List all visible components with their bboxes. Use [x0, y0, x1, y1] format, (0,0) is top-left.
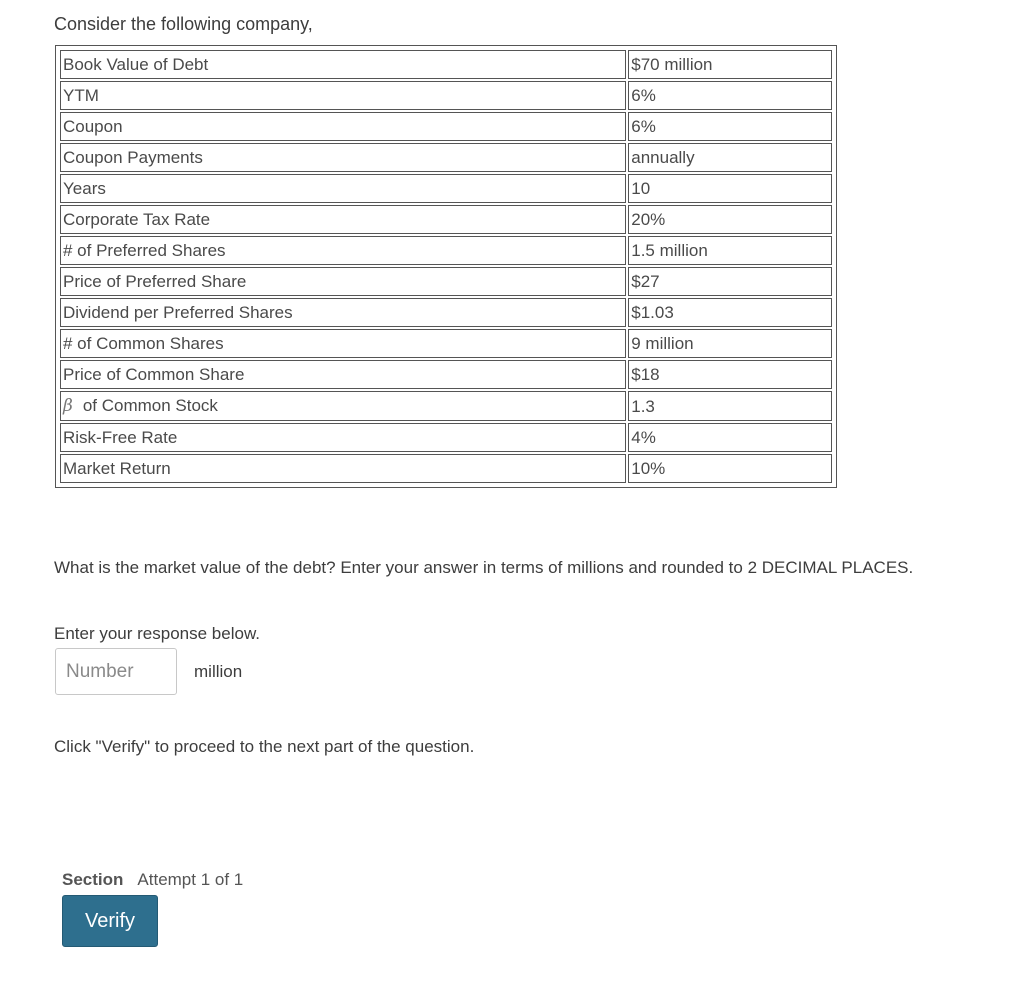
- row-label: Years: [60, 174, 626, 203]
- row-label: Price of Common Share: [60, 360, 626, 389]
- table-row: [60, 329, 832, 358]
- company-data-table: [55, 45, 837, 488]
- row-label: # of Preferred Shares: [60, 236, 626, 265]
- row-label-text: of Common Stock: [82, 396, 218, 415]
- row-value: $1.03: [628, 298, 832, 327]
- verify-instruction: Click "Verify" to proceed to the next part of the question.: [54, 737, 475, 756]
- table-row: [60, 267, 832, 296]
- row-value: $18: [628, 360, 832, 389]
- row-value: $27: [628, 267, 832, 296]
- table-row: [60, 174, 832, 203]
- table-row: [60, 454, 832, 483]
- table-row: [60, 298, 832, 327]
- section-attempt-info: [62, 870, 243, 890]
- response-prompt: Enter your response below.: [54, 624, 261, 643]
- row-value: 10: [628, 174, 832, 203]
- row-label: # of Common Shares: [60, 329, 626, 358]
- row-label: Market Return: [60, 454, 626, 483]
- row-value: 6%: [628, 81, 832, 110]
- row-value: $70 million: [628, 50, 832, 79]
- section-label: Section: [62, 870, 124, 889]
- table-row: [60, 236, 832, 265]
- row-value: 20%: [628, 205, 832, 234]
- row-value: 4%: [628, 423, 832, 452]
- table-row: [60, 50, 832, 79]
- row-label: Coupon: [60, 112, 626, 141]
- table-row: [60, 81, 832, 110]
- question-text: What is the market value of the debt? Enter your answer in terms of millions and rounded to 2 DECIMAL PLACES.: [54, 558, 914, 577]
- row-value: 1.3: [628, 391, 832, 421]
- answer-input[interactable]: [55, 648, 177, 695]
- row-value: annually: [628, 143, 832, 172]
- table-row: [60, 205, 832, 234]
- row-label: Price of Preferred Share: [60, 267, 626, 296]
- attempt-counter: Attempt 1 of 1: [137, 870, 244, 889]
- row-value: 6%: [628, 112, 832, 141]
- row-value: 10%: [628, 454, 832, 483]
- table-row: [60, 143, 832, 172]
- table-row: [60, 423, 832, 452]
- answer-unit: million: [194, 661, 243, 681]
- row-label: Corporate Tax Rate: [60, 205, 626, 234]
- company-data-grid: [58, 48, 834, 485]
- row-label: YTM: [60, 81, 626, 110]
- answer-row: [55, 648, 242, 695]
- intro-text: Consider the following company,: [54, 14, 313, 34]
- row-label-beta: [60, 391, 626, 421]
- row-label: Dividend per Preferred Shares: [60, 298, 626, 327]
- row-label: Book Value of Debt: [60, 50, 626, 79]
- table-row: [60, 112, 832, 141]
- row-value: 1.5 million: [628, 236, 832, 265]
- row-value: 9 million: [628, 329, 832, 358]
- row-label: Risk-Free Rate: [60, 423, 626, 452]
- verify-button[interactable]: Verify: [62, 895, 158, 947]
- table-row: [60, 360, 832, 389]
- beta-symbol: β: [63, 396, 73, 416]
- row-label: Coupon Payments: [60, 143, 626, 172]
- table-row: [60, 391, 832, 421]
